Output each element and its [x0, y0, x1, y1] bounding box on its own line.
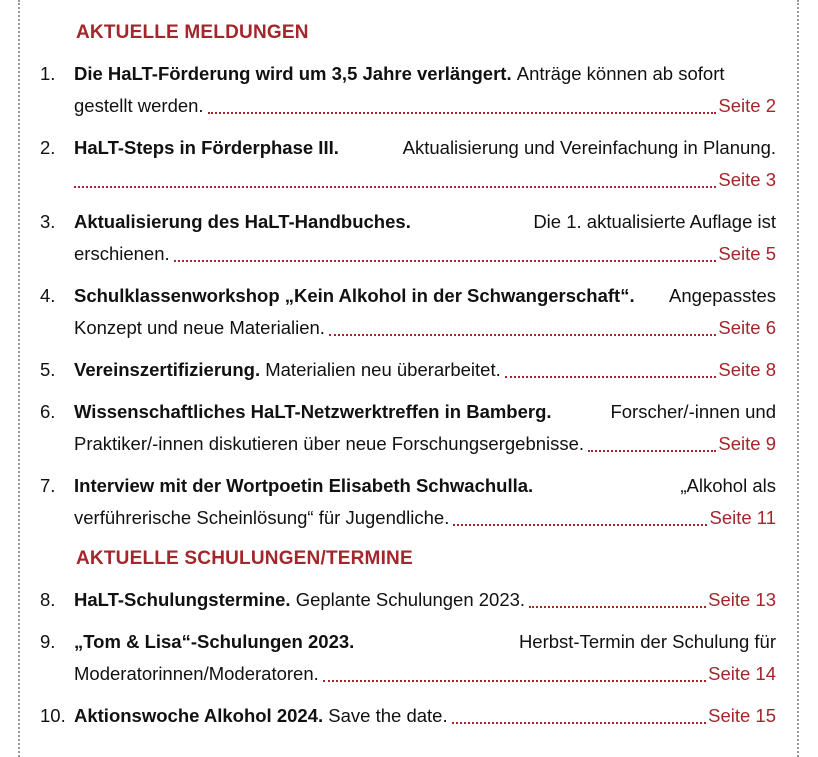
toc-item-title: Wissenschaftliches HaLT-Netzwerktreffen in Bamberg. — [74, 401, 552, 422]
toc-page-link[interactable]: Seite 13 — [708, 589, 776, 610]
toc-item-title: Aktualisierung des HaLT-Handbuches. — [74, 211, 411, 232]
dot-leader — [74, 185, 716, 188]
dot-leader — [505, 375, 717, 378]
section-heading-news: AKTUELLE MELDUNGEN — [76, 22, 309, 43]
dot-leader — [174, 259, 717, 262]
toc-item[interactable] — [40, 354, 776, 386]
toc-item-number: 5. — [40, 359, 56, 380]
dot-leader — [588, 449, 716, 452]
toc-item-number: 9. — [40, 631, 56, 652]
toc-item-title: „Tom & Lisa“-Schulungen 2023. — [74, 631, 355, 652]
toc-page-link[interactable]: Seite 8 — [718, 359, 776, 380]
toc-item-title: HaLT-Steps in Förderphase III. — [74, 137, 339, 158]
toc-item-description: Geplante Schulungen 2023. — [295, 589, 526, 610]
page-border-right — [797, 0, 799, 757]
toc-page-link[interactable]: Seite 3 — [718, 169, 776, 190]
toc-item-number: 6. — [40, 401, 56, 422]
toc-item[interactable] — [40, 470, 776, 534]
toc-item-number: 1. — [40, 63, 56, 84]
dot-leader — [208, 111, 717, 114]
toc-item-number: 3. — [40, 211, 56, 232]
toc-page-link[interactable]: Seite 14 — [708, 663, 776, 684]
toc-item[interactable] — [40, 396, 776, 460]
toc-item-description: Moderatorinnen/Moderatoren. — [74, 663, 319, 684]
table-of-contents — [40, 0, 776, 742]
toc-item-description: Forscher/-innen und — [610, 401, 776, 422]
toc-item-description: verführerische Scheinlösung“ für Jugendliche. — [74, 507, 450, 528]
toc-page-link[interactable]: Seite 2 — [718, 95, 776, 116]
toc-item-description: Aktualisierung und Vereinfachung in Planung. — [402, 137, 776, 158]
toc-item-description: Herbst-Termin der Schulung für — [518, 631, 776, 652]
toc-item-title: Interview mit der Wortpoetin Elisabeth Schwachulla. — [74, 475, 534, 496]
toc-item-description: Materialien neu überarbeitet. — [265, 359, 501, 380]
toc-item[interactable] — [40, 280, 776, 344]
toc-item[interactable] — [40, 626, 776, 690]
toc-item-number: 2. — [40, 137, 56, 158]
page-border-left — [18, 0, 20, 757]
toc-page-link[interactable]: Seite 5 — [718, 243, 776, 264]
toc-page-link[interactable]: Seite 11 — [709, 507, 776, 528]
toc-item-description: gestellt werden. — [74, 95, 204, 116]
dot-leader — [323, 679, 706, 682]
dot-leader — [452, 721, 707, 724]
toc-page-link[interactable]: Seite 15 — [708, 705, 776, 726]
toc-item-title: Aktionswoche Alkohol 2024. — [74, 705, 324, 726]
toc-page-link[interactable]: Seite 6 — [718, 317, 776, 338]
dot-leader — [329, 333, 716, 336]
toc-item-description: erschienen. — [74, 243, 170, 264]
toc-item-description: Angepasstes — [669, 285, 776, 306]
toc-item[interactable] — [40, 700, 776, 732]
toc-item-description: Konzept und neue Materialien. — [74, 317, 325, 338]
toc-item-description: Die 1. aktualisierte Auflage ist — [533, 211, 776, 232]
toc-item-title: Schulklassenworkshop „Kein Alkohol in der Schwangerschaft“. — [74, 285, 635, 306]
toc-item-number: 8. — [40, 589, 56, 610]
section-heading-trainings: AKTUELLE SCHULUNGEN/TERMINE — [76, 548, 413, 569]
toc-item-description: Anträge können ab sofort — [516, 63, 725, 84]
toc-item-description: Praktiker/-innen diskutieren über neue Forschungsergebnisse. — [74, 433, 585, 454]
toc-page-link[interactable]: Seite 9 — [718, 433, 776, 454]
toc-item-number: 10. — [40, 705, 66, 726]
toc-item[interactable] — [40, 584, 776, 616]
toc-item[interactable] — [40, 58, 776, 122]
dot-leader — [453, 523, 707, 526]
toc-item[interactable] — [40, 132, 776, 196]
toc-item-description: Save the date. — [328, 705, 448, 726]
toc-item-title: Die HaLT-Förderung wird um 3,5 Jahre verlängert. — [74, 63, 512, 84]
toc-item-number: 4. — [40, 285, 56, 306]
toc-item-number: 7. — [40, 475, 56, 496]
toc-item-description: „Alkohol als — [680, 475, 776, 496]
dot-leader — [529, 605, 706, 608]
toc-item[interactable] — [40, 206, 776, 270]
toc-item-title: Vereinszertifizierung. — [74, 359, 261, 380]
toc-item-title: HaLT-Schulungstermine. — [74, 589, 291, 610]
